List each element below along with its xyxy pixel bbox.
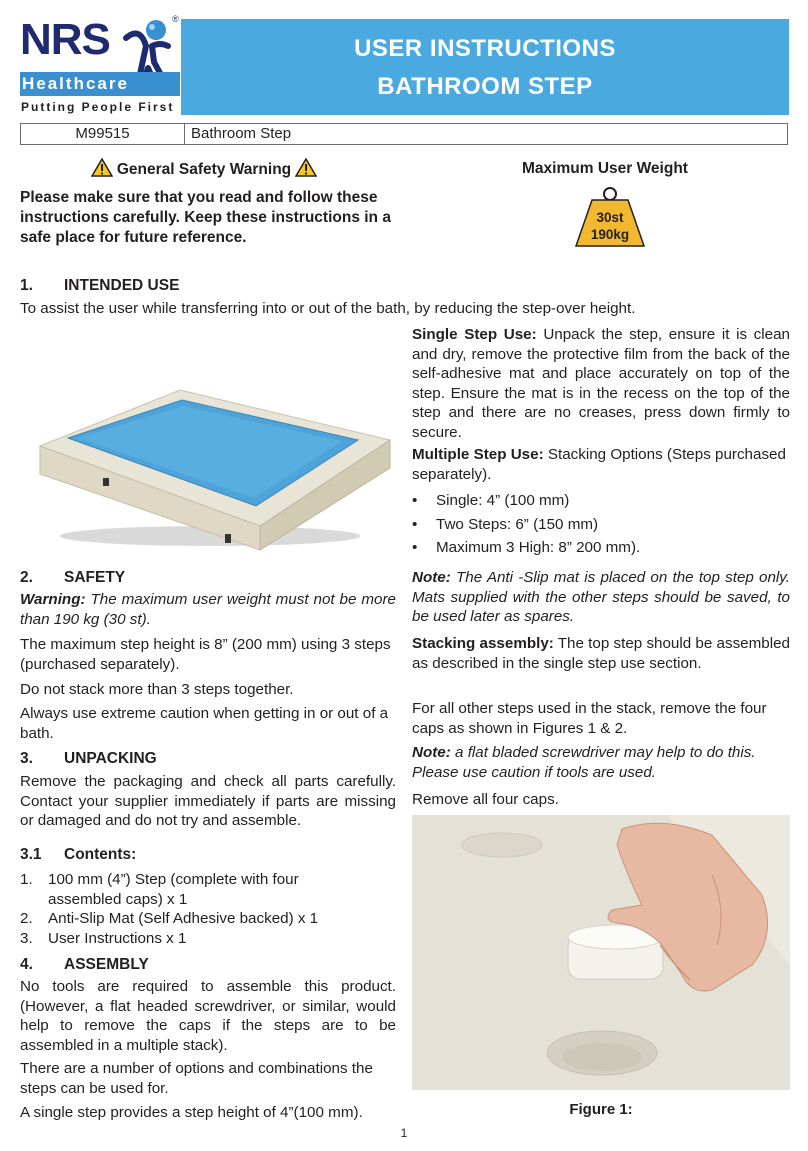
max-weight-kg: 190kg — [590, 227, 630, 242]
warning-text: The maximum user weight must not be more than 190 kg (30 st). — [20, 591, 396, 628]
safety-paragraph-1: The maximum step height is 8” (200 mm) using 3 steps (purchased separately). — [20, 636, 391, 673]
single-step-text: Unpack the step, ensure it is clean and dry, remove the protective film from the back of the self-adhesive mat and place accurately on top of the step. Ensure the mat is in the recess on the top of the step and there are no creases, press down firmly to secure. — [412, 326, 790, 441]
intended-use-text: To assist the user while transferring into or out of the bath, by reducing the step-over height. — [20, 300, 636, 317]
multiple-step-use-paragraph — [412, 445, 790, 484]
note-1-paragraph — [412, 568, 790, 627]
product-name: Bathroom Step — [191, 125, 292, 142]
unpacking-text: Remove the packaging and check all parts carefully. Contact your supplier immediately if parts are missing or damaged and do not try and assemble. — [20, 773, 396, 829]
warning-triangle-icon — [91, 158, 113, 177]
section-unpacking-heading — [20, 750, 157, 768]
section-number: 2. — [20, 569, 33, 586]
title-line-1: USER INSTRUCTIONS — [354, 35, 616, 62]
stacking-assembly-paragraph — [412, 634, 790, 673]
section-safety-heading — [20, 569, 126, 587]
title-line-2: BATHROOM STEP — [377, 73, 593, 100]
product-code: M99515 — [21, 124, 185, 144]
section-contents-heading — [20, 846, 137, 864]
brand-tagline: Putting People First — [21, 100, 175, 114]
safety-paragraph-2: Do not stack more than 3 steps together. — [20, 681, 294, 698]
title-banner — [181, 19, 789, 115]
stacking-options-list — [412, 491, 790, 562]
list-item: • Maximum 3 High: 8” 200 mm). — [412, 539, 641, 556]
brand-sub-text: Healthcare — [22, 74, 129, 93]
other-steps-paragraph: For all other steps used in the stack, remove the four caps as shown in Figures 1 & 2. — [412, 700, 767, 737]
section-title: ASSEMBLY — [64, 956, 149, 973]
list-item: 1. 100 mm (4”) Step (complete with four assembled caps) x 1 — [20, 871, 299, 908]
registered-mark: ® — [172, 14, 179, 24]
section-number: 4. — [20, 956, 33, 973]
list-item: 3. User Instructions x 1 — [20, 929, 187, 947]
list-item: • Single: 4” (100 mm) — [412, 492, 570, 509]
figure-1-caption: Figure 1: — [569, 1101, 633, 1118]
figure-1-photo — [412, 815, 790, 1090]
multiple-step-text: Stacking Options (Steps purchased separately). — [412, 446, 786, 483]
remove-caps-paragraph: Remove all four caps. — [412, 791, 559, 808]
section-title: INTENDED USE — [64, 277, 180, 294]
safety-warning-text: Please make sure that you read and follow these instructions carefully. Keep these instructions in a safe place for future reference. — [20, 189, 391, 246]
safety-paragraph-3: Always use extreme caution when getting in or out of a bath. — [20, 705, 389, 742]
section-assembly-heading — [20, 956, 149, 974]
warning-triangle-icon — [295, 158, 317, 177]
safety-warning-heading-row — [20, 158, 388, 179]
bathroom-step-photo — [20, 328, 396, 559]
assembly-paragraph-3: A single step provides a step height of 4”(100 mm). — [20, 1104, 363, 1121]
section-title: SAFETY — [64, 569, 126, 586]
single-step-label: Single Step Use: — [412, 326, 537, 343]
note-text: The Anti -Slip mat is placed on the top step only. Mats supplied with the other steps should be saved, to be used later as spares. — [412, 569, 790, 625]
section-number: 3.1 — [20, 846, 42, 863]
section-number: 1. — [20, 277, 33, 294]
multiple-step-label: Multiple Step Use: — [412, 446, 544, 463]
warning-label: Warning: — [20, 591, 86, 608]
stacking-assembly-label: Stacking assembly: — [412, 635, 554, 652]
note-2-paragraph — [412, 743, 790, 782]
max-weight-heading: Maximum User Weight — [522, 160, 688, 177]
note-text: a flat bladed screwdriver may help to do this. Please use caution if tools are used. — [412, 744, 756, 781]
page-number: 1 — [400, 1126, 408, 1140]
assembly-paragraph-2: There are a number of options and combinations the steps can be used for. — [20, 1060, 373, 1097]
list-item: • Two Steps: 6” (150 mm) — [412, 515, 599, 533]
note-label: Note: — [412, 569, 451, 586]
section-number: 3. — [20, 750, 33, 767]
max-weight-st: 30st — [596, 210, 624, 225]
stacking-assembly-text: The top step should be assembled as described in the single step use section. — [412, 635, 790, 672]
section-title: UNPACKING — [64, 750, 157, 767]
safety-warning-heading: General Safety Warning — [116, 161, 292, 178]
safety-warning-paragraph — [20, 590, 396, 629]
single-step-use-paragraph — [412, 325, 790, 442]
note-label: Note: — [412, 744, 451, 761]
contents-list — [20, 870, 350, 948]
list-item: 2. Anti-Slip Mat (Self Adhesive backed) x 1 — [20, 910, 319, 927]
product-table — [20, 123, 788, 145]
brand-logo-text: NRS — [20, 15, 110, 64]
section-title: Contents: — [64, 846, 137, 863]
assembly-paragraph-1: No tools are required to assemble this product. (However, a flat headed screwdriver, or similar, would help to remove the caps if the steps are to be assembled in a multiple stack). — [20, 978, 396, 1054]
section-intended-use-heading — [20, 277, 180, 295]
